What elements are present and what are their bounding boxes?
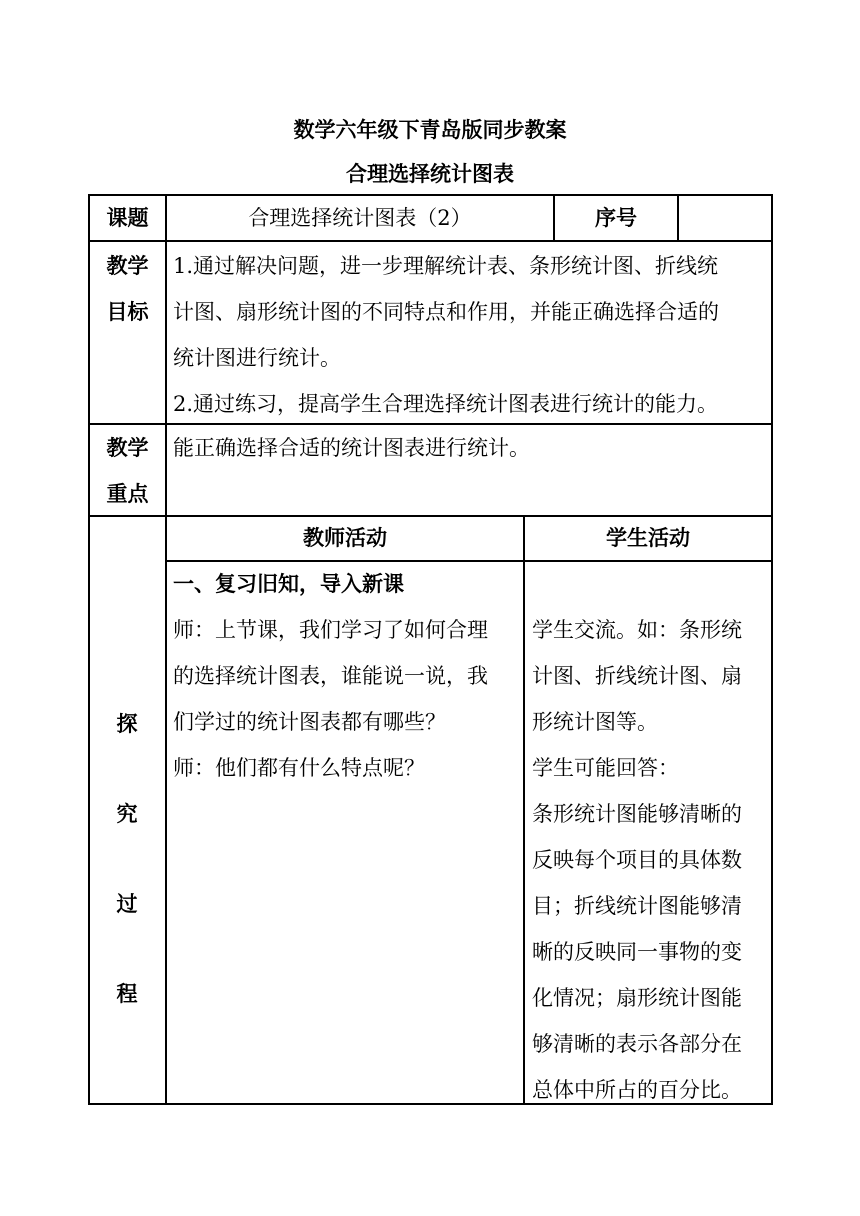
teacher-line: 的选择统计图表，谁能说一说，我 [173,664,488,688]
student-line: 总体中所占的百分比。 [532,1078,742,1102]
objectives-label-top: 教学 [106,254,149,278]
topic-label: 课题 [106,206,149,230]
student-line: 够清晰的表示各部分在 [532,1032,742,1056]
student-line: 目；折线统计图能够清 [532,894,742,918]
teacher-activity-header: 教师活动 [303,526,387,550]
process-label-char: 探 [116,712,138,736]
student-line: 计图、折线统计图、扇 [532,664,742,688]
table-col-divider [165,194,167,1105]
process-label-char: 究 [116,802,138,826]
student-line: 反映每个项目的具体数 [532,848,742,872]
sequence-label: 序号 [595,206,637,230]
process-label-char: 程 [116,982,138,1006]
student-line: 条形统计图能够清晰的 [532,802,742,826]
teacher-line: 师：上节课，我们学习了如何合理 [173,618,488,642]
objectives-text [173,243,773,427]
objective-line: 计图、扇形统计图的不同特点和作用，并能正确选择合适的 [173,300,719,324]
document-subtitle: 合理选择统计图表 [346,162,514,186]
student-line: 学生交流。如：条形统 [532,618,742,642]
objectives-label [90,243,165,335]
student-line: 化情况；扇形统计图能 [532,986,742,1010]
key-points-label-bottom: 重点 [106,482,149,506]
document-title: 数学六年级下青岛版同步教案 [293,118,567,142]
objective-line: 统计图进行统计。 [173,346,341,370]
objectives-label-bottom: 目标 [106,300,149,324]
key-points-label [90,425,165,517]
teacher-line: 们学过的统计图表都有哪些？ [173,710,446,734]
student-activity-header: 学生活动 [606,526,690,550]
key-points-label-top: 教学 [106,436,149,460]
teacher-line: 师：他们都有什么特点呢？ [173,756,425,780]
table-col-divider [677,194,679,242]
objective-line: 2.通过练习，提高学生合理选择统计图表进行统计的能力。 [173,392,719,416]
key-points-text: 能正确选择合适的统计图表进行统计。 [173,436,530,460]
teacher-activity-content [173,561,523,791]
process-label-char: 过 [116,892,138,916]
student-line: 学生可能回答： [532,756,679,780]
student-line: 形统计图等。 [532,710,658,734]
objective-line: 1.通过解决问题，进一步理解统计表、条形统计图、折线统 [173,254,719,278]
table-col-divider [523,515,525,1105]
topic-value: 合理选择统计图表（2） [248,206,472,230]
student-activity-content [532,607,772,1113]
teacher-section-heading: 一、复习旧知，导入新课 [173,572,404,596]
student-line: 晰的反映同一事物的变 [532,940,742,964]
